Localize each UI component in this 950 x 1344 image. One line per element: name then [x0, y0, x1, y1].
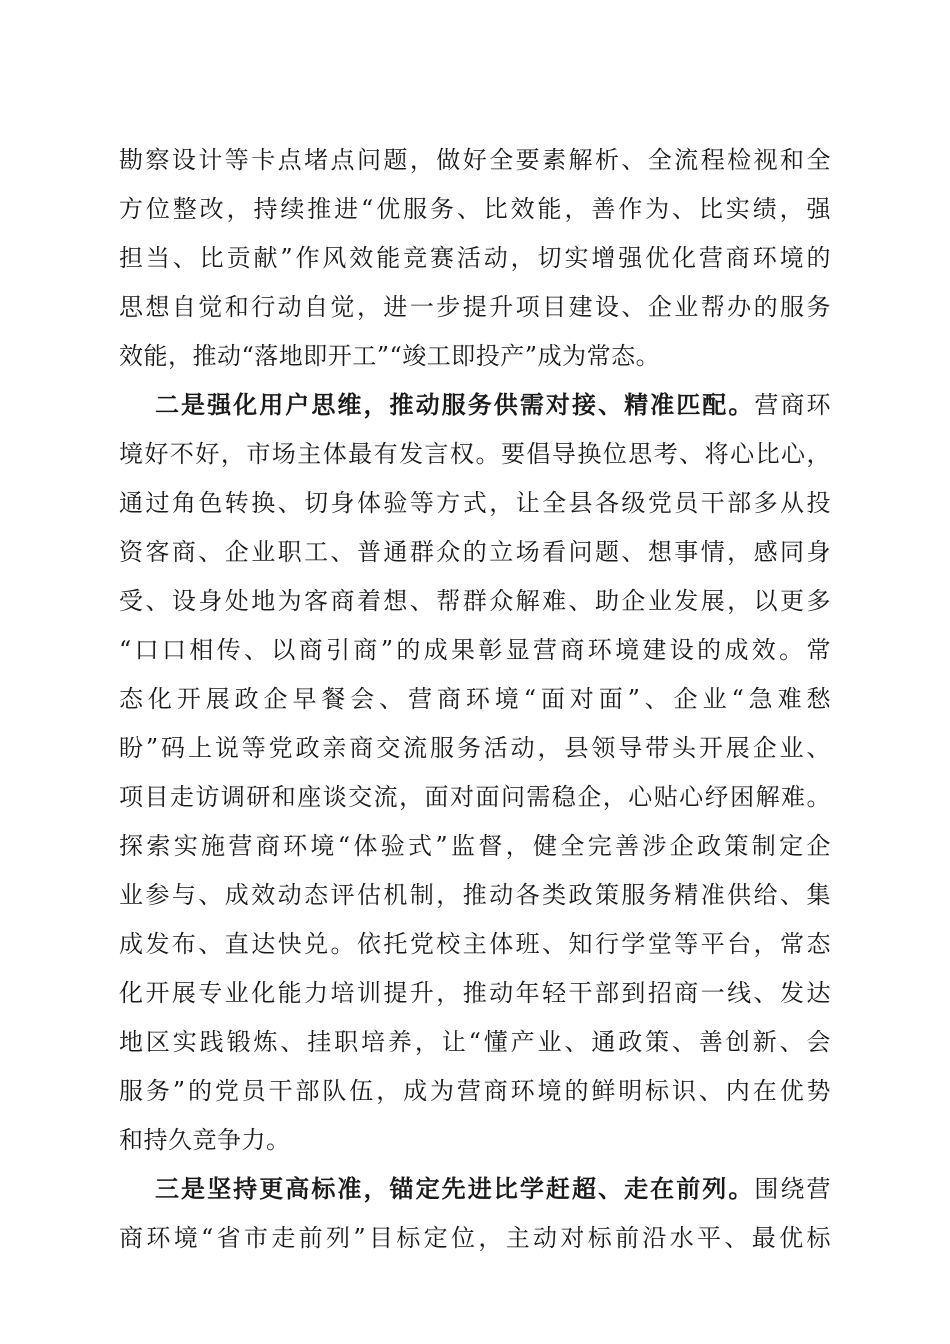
- paragraph-3-line-1: [155, 1169, 831, 1209]
- paragraph-1-line-5: 效能，推动“落地即开工”“竣工即投产”成为常态。: [119, 342, 661, 370]
- paragraph-2-line-1: [155, 385, 831, 425]
- paragraph-1-line-1: 勘察设计等卡点堵点问题，做好全要素解析、全流程检视和全: [119, 146, 831, 174]
- paragraph-3-line-2: 商环境“省市走前列”目标定位，主动对标前沿水平、最优标: [119, 1224, 831, 1252]
- paragraph-2-line-13: 化开展专业化能力培训提升，推动年轻干部到招商一线、发达: [119, 979, 831, 1007]
- paragraph-1-line-4: 思想自觉和行动自觉，进一步提升项目建设、企业帮办的服务: [119, 293, 831, 321]
- paragraph-2-line-7: 态化开展政企早餐会、营商环境“面对面”、企业“急难愁: [119, 685, 831, 713]
- paragraph-3-lead: 围绕营: [754, 1175, 832, 1203]
- paragraph-2-line-10: 探索实施营商环境“体验式”监督，健全完善涉企政策制定企: [119, 832, 831, 860]
- paragraph-2-line-3: 通过角色转换、切身体验等方式，让全县各级党员干部多从投: [119, 489, 831, 517]
- paragraph-2-line-2: 境好不好，市场主体最有发言权。要倡导换位思考、将心比心，: [119, 440, 831, 468]
- paragraph-2-line-11: 业参与、成效动态评估机制，推动各类政策服务精准供给、集: [119, 881, 831, 909]
- paragraph-2-line-15: 服务”的党员干部队伍，成为营商环境的鲜明标识、内在优势: [119, 1077, 831, 1105]
- paragraph-2-line-5: 受、设身处地为客商着想、帮群众解难、助企业发展，以更多: [119, 587, 831, 615]
- paragraph-2-line-12: 成发布、直达快兑。依托党校主体班、知行学堂等平台，常态: [119, 930, 831, 958]
- paragraph-3-heading: 三是坚持更高标准，锚定先进比学赶超、走在前列。: [155, 1174, 755, 1203]
- paragraph-2-lead: 营商环: [754, 391, 832, 419]
- paragraph-1-line-2: 方位整改，持续推进“优服务、比效能，善作为、比实绩，强: [119, 195, 831, 223]
- paragraph-2-line-9: 项目走访调研和座谈交流，面对面问需稳企，心贴心纾困解难。: [119, 783, 831, 811]
- paragraph-2-line-6: “口口相传、以商引商”的成果彰显营商环境建设的成效。常: [119, 636, 831, 664]
- paragraph-2-line-8: 盼”码上说等党政亲商交流服务活动，县领导带头开展企业、: [119, 734, 831, 762]
- paragraph-2-line-16: 和持久竞争力。: [119, 1126, 291, 1154]
- paragraph-2-line-4: 资客商、企业职工、普通群众的立场看问题、想事情，感同身: [119, 538, 831, 566]
- paragraph-1-line-3: 担当、比贡献”作风效能竞赛活动，切实增强优化营商环境的: [119, 244, 831, 272]
- paragraph-2-line-14: 地区实践锻炼、挂职培养，让“懂产业、通政策、善创新、会: [119, 1028, 831, 1056]
- paragraph-2-heading: 二是强化用户思维，推动服务供需对接、精准匹配。: [155, 390, 755, 419]
